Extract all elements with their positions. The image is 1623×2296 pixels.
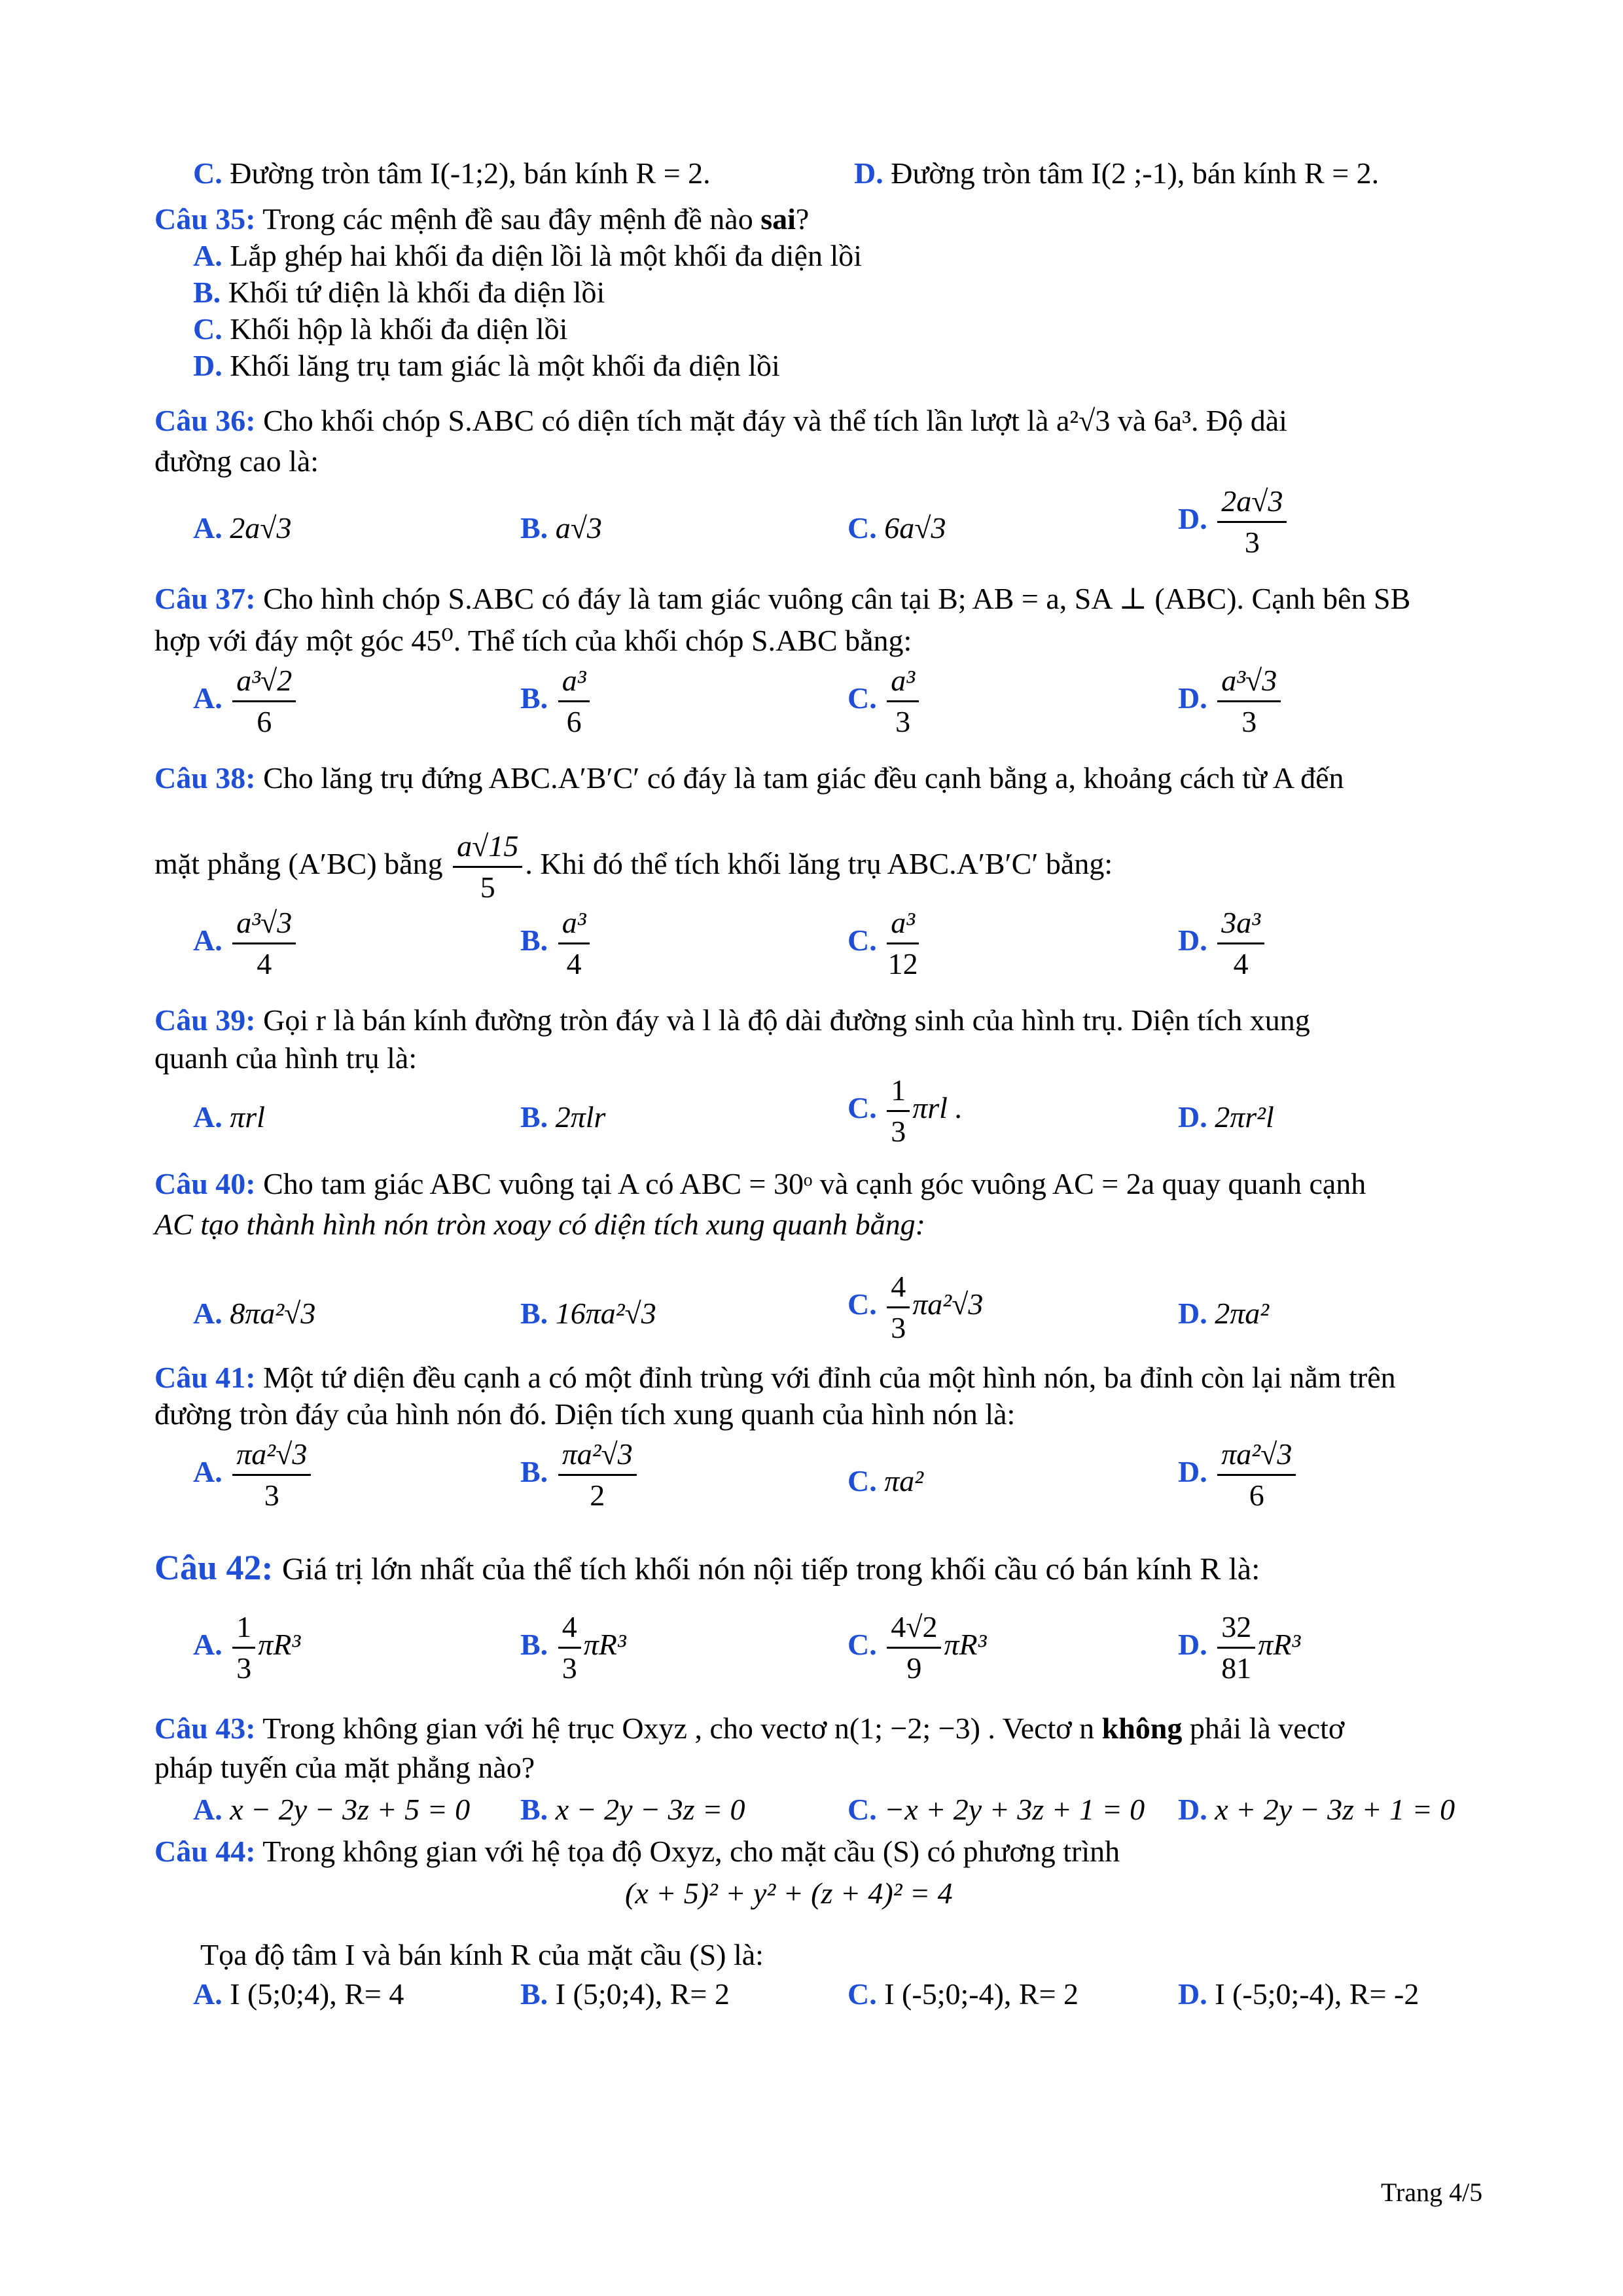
question-40-stem: Câu 40: Cho tam giác ABC vuông tại A có ABC = 30ᵒ và cạnh góc vuông AC = 2a quay quanh cạnh (154, 1167, 1366, 1200)
q40-option-d: D. 2πa² (1178, 1297, 1270, 1330)
q39-option-c: C. $\frac{1}{3}$ πrl . (847, 1073, 963, 1148)
question-38-stem: Câu 38: Cho lăng trụ đứng ABC.A′B′C′ có đáy là tam giác đều cạnh bằng a, khoảng cách từ A đến (154, 761, 1344, 795)
q39-option-a: A. πrl (193, 1100, 265, 1134)
fraction: $\frac{2a√3}{3}$ (1217, 484, 1287, 560)
q40-option-b: B. 16πa²√3 (520, 1297, 656, 1330)
q37-option-c: C. $\frac{\text{a³}}{3}$ (847, 664, 921, 739)
fraction: $\frac{\text{a³√3}}{4}$ (232, 906, 296, 981)
page-number: Trang 4/5 (1381, 2178, 1483, 2207)
question-36-stem-line2: đường cao là: (154, 444, 319, 478)
fraction: $\frac{4√2}{9}$ (887, 1610, 941, 1685)
fraction: $\frac{\text{a³√3}}{3}$ (1217, 664, 1281, 739)
fraction: $\frac{\text{a³}}{3}$ (887, 664, 919, 739)
fraction: $\frac{4}{3}$ (558, 1610, 581, 1685)
question-41-stem: Câu 41: Một tứ diện đều cạnh a có một đỉnh trùng với đỉnh của một hình nón, ba đỉnh còn lại nằm trên (154, 1361, 1396, 1394)
q43-option-d: D. x + 2y − 3z + 1 = 0 (1178, 1793, 1455, 1826)
fraction: $\frac{\text{πa²√3}}{2}$ (558, 1437, 637, 1513)
q41-option-b: B. $\frac{\text{πa²√3}}{2}$ (520, 1437, 639, 1513)
question-37-stem: Câu 37: Cho hình chóp S.ABC có đáy là tam giác vuông cân tại B; AB = a, SA ⊥ (ABC). Cạnh bên SB (154, 582, 1411, 615)
q38-option-c: C. $\frac{\text{a³}}{12}$ (847, 906, 918, 980)
q35-option-b: B. Khối tứ diện là khối đa diện lồi (193, 276, 605, 309)
q38-option-b: B. $\frac{\text{a³}}{4}$ (520, 906, 592, 981)
q44-option-c: C. I (-5;0;-4), R= 2 (847, 1977, 1079, 2011)
q38-option-a: A. $\frac{\text{a³√3}}{4}$ (193, 906, 298, 981)
q44-option-d: D. I (-5;0;-4), R= -2 (1178, 1977, 1419, 2011)
question-43-stem-line2: pháp tuyến của mặt phẳng nào? (154, 1751, 535, 1784)
q42-option-c: C. $\frac{4√2}{9}$ πR³ (847, 1610, 987, 1685)
q39-option-d: D. 2πr²l (1178, 1100, 1274, 1134)
q37-option-b: B. $\frac{\text{a³}}{6}$ (520, 664, 592, 739)
q41-option-c: C. πa² (847, 1464, 924, 1498)
q36-option-b: B. a√3 (520, 511, 602, 545)
sphere-equation: (x + 5)² + y² + (z + 4)² = 4 (625, 1876, 953, 1910)
fraction: $\frac{\text{πa²√3}}{3}$ (232, 1437, 311, 1513)
question-35-stem: Câu 35: Trong các mệnh đề sau đây mệnh đề nào sai? (154, 202, 810, 236)
question-44-stem: Câu 44: Trong không gian với hệ tọa độ Oxyz, cho mặt cầu (S) có phương trình (154, 1835, 1120, 1868)
q42-option-b: B. $\frac{4}{3}$ πR³ (520, 1610, 626, 1685)
question-42-stem: Câu 42: Giá trị lớn nhất của thể tích khối nón nội tiếp trong khối cầu có bán kính R là: (154, 1548, 1260, 1587)
q41-option-d: D. $\frac{\text{πa²√3}}{6}$ (1178, 1437, 1298, 1513)
fraction: $\frac{\text{a³√2}}{6}$ (232, 664, 296, 739)
fraction: $\frac{32}{81}$ (1217, 1610, 1255, 1685)
prev-option-c: C. Đường tròn tâm I(-1;2), bán kính R = 2. (193, 156, 711, 190)
q40-option-c: C. $\frac{4}{3}$ πa²√3 (847, 1270, 984, 1344)
q39-option-b: B. 2πlr (520, 1100, 606, 1134)
q36-option-c: C. 6a√3 (847, 511, 946, 545)
q36-option-d: D. $\frac{2a√3}{3}$ (1178, 484, 1289, 560)
q38-option-d: D. $\frac{\text{3a³}}{4}$ (1178, 906, 1267, 981)
fraction: $\frac{a√15}{5}$ (453, 829, 522, 905)
q36-option-a: A. 2a√3 (193, 511, 292, 545)
q40-option-a: A. 8πa²√3 (193, 1297, 316, 1330)
fraction: $\frac{\text{3a³}}{4}$ (1217, 906, 1264, 981)
question-39-stem: Câu 39: Gọi r là bán kính đường tròn đáy và l là độ dài đường sinh của hình trụ. Diện tích xung (154, 1003, 1310, 1037)
q44-option-a: A. I (5;0;4), R= 4 (193, 1977, 404, 2011)
question-43-stem: Câu 43: Trong không gian với hệ trục Oxyz , cho vectơ n(1; −2; −3) . Vectơ n không phải là vectơ (154, 1712, 1345, 1745)
fraction: $\frac{1}{3}$ (232, 1610, 255, 1685)
q43-option-b: B. x − 2y − 3z = 0 (520, 1793, 745, 1826)
q44-option-b: B. I (5;0;4), R= 2 (520, 1977, 730, 2011)
question-38-stem-line2: mặt phẳng (A′BC) bằng $\frac{a√15}{5}$ . Khi đó thể tích khối lăng trụ ABC.A′B′C′ bằng: (154, 829, 1113, 904)
q42-option-a: A. $\frac{1}{3}$ πR³ (193, 1610, 301, 1685)
q42-option-d: D. $\frac{32}{81}$ πR³ (1178, 1610, 1301, 1685)
question-41-stem-line2: đường tròn đáy của hình nón đó. Diện tích xung quanh của hình nón là: (154, 1397, 1016, 1431)
q41-option-a: A. $\frac{\text{πa²√3}}{3}$ (193, 1437, 313, 1513)
q35-option-c: C. Khối hộp là khối đa diện lồi (193, 312, 568, 346)
q37-option-a: A. $\frac{\text{a³√2}}{6}$ (193, 664, 298, 739)
q43-option-a: A. x − 2y − 3z + 5 = 0 (193, 1793, 471, 1826)
q35-option-d: D. Khối lăng trụ tam giác là một khối đa diện lồi (193, 349, 780, 382)
fraction: $\frac{1}{3}$ (887, 1073, 910, 1149)
question-36-stem: Câu 36: Cho khối chóp S.ABC có diện tích mặt đáy và thể tích lần lượt là a²√3 và 6a³. Độ dài (154, 404, 1287, 437)
fraction: $\frac{\text{a³}}{6}$ (558, 664, 590, 739)
fraction: $\frac{4}{3}$ (887, 1270, 910, 1345)
question-40-stem-line2: AC tạo thành hình nón tròn xoay có diện tích xung quanh bằng: (154, 1208, 925, 1241)
fraction: $\frac{\text{a³}}{4}$ (558, 906, 590, 981)
prev-option-d: D. Đường tròn tâm I(2 ;-1), bán kính R = 2. (854, 156, 1380, 190)
q43-option-c: C. −x + 2y + 3z + 1 = 0 (847, 1793, 1145, 1826)
fraction: $\frac{\text{a³}}{12}$ (887, 906, 918, 980)
q37-option-d: D. $\frac{\text{a³√3}}{3}$ (1178, 664, 1283, 739)
question-37-stem-line2: hợp với đáy một góc 45⁰. Thể tích của khối chóp S.ABC bằng: (154, 624, 912, 657)
fraction: $\frac{\text{πa²√3}}{6}$ (1217, 1437, 1296, 1513)
q35-option-a: A. Lắp ghép hai khối đa diện lồi là một khối đa diện lồi (193, 239, 863, 272)
question-44-stem-line3: Tọa độ tâm I và bán kính R của mặt cầu (S) là: (200, 1938, 764, 1971)
question-39-stem-line2: quanh của hình trụ là: (154, 1041, 418, 1075)
